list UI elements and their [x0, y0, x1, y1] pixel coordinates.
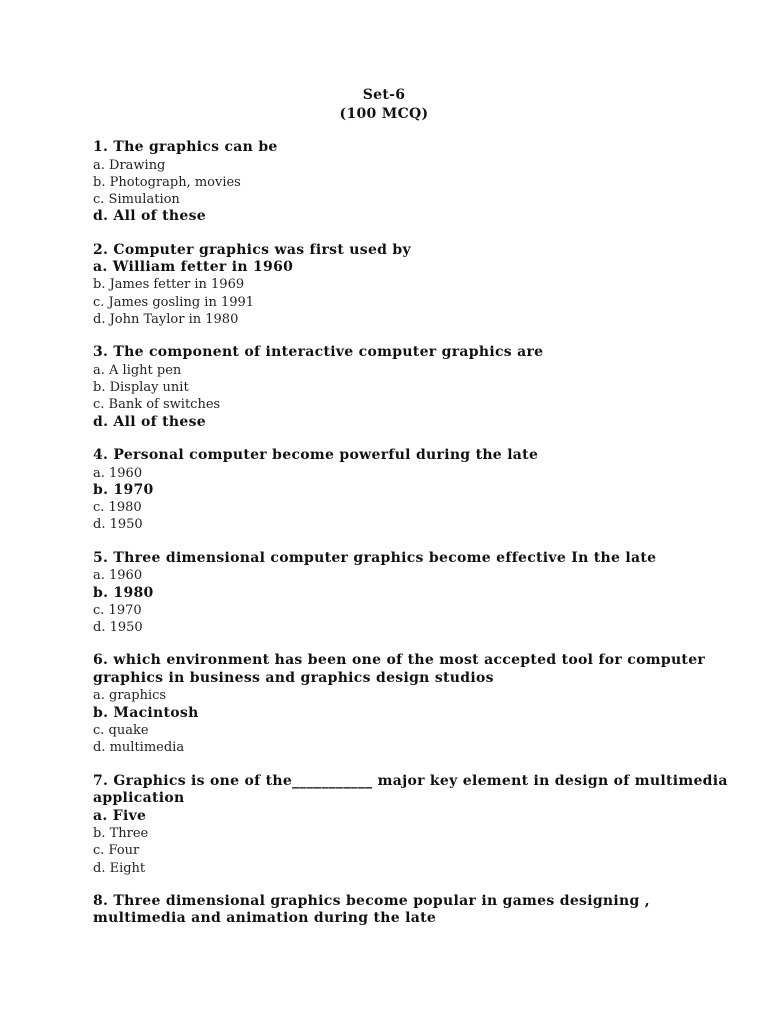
question-text: 8. Three dimensional graphics become popular in games designing , multimedia and animation during the late [93, 892, 650, 927]
option-d-answer: d. All of these [93, 208, 206, 225]
option-a-answer: a. Five [93, 807, 147, 824]
question-text: 2. Computer graphics was first used by [93, 241, 411, 258]
set-title: Set-6 [362, 87, 406, 103]
question-text: 4. Personal computer become powerful during the late [93, 447, 539, 464]
question-text: 5. Three dimensional computer graphics become effective In the late [93, 549, 657, 566]
option-c: c. 1970 [93, 602, 142, 618]
option-a: a. Drawing [93, 157, 166, 173]
question-text: 7. Graphics is one of the___________ major key element in design of multimedia application [93, 772, 728, 807]
question-6 [93, 652, 733, 756]
question-text: 3. The component of interactive computer graphics are [93, 344, 544, 361]
set-subtitle: (100 MCQ) [339, 106, 429, 122]
option-a: a. 1960 [93, 568, 143, 584]
option-a-answer: a. William fetter in 1960 [93, 259, 294, 276]
question-4 [93, 447, 733, 534]
option-b: b. Display unit [93, 380, 189, 396]
question-5 [93, 550, 733, 637]
option-d: d. 1950 [93, 517, 143, 533]
option-c: c. quake [93, 723, 149, 739]
question-text: 6. which environment has been one of the most accepted tool for computer graphics in business and graphics design studios [93, 652, 706, 686]
question-3 [93, 344, 733, 431]
option-c: c. Four [93, 843, 140, 859]
option-d: d. Eight [93, 860, 146, 876]
option-a: a. graphics [93, 688, 167, 704]
option-a: a. A light pen [93, 362, 182, 378]
option-d-answer: d. All of these [93, 413, 206, 430]
option-b-answer: b. Macintosh [93, 704, 199, 721]
option-c: c. James gosling in 1991 [93, 294, 255, 310]
option-b: b. Photograph, movies [93, 174, 241, 190]
option-c: c. 1980 [93, 500, 142, 516]
document-header [0, 86, 768, 124]
question-8 [93, 893, 733, 928]
option-b: b. James fetter in 1969 [93, 277, 245, 293]
option-b-answer: b. 1970 [93, 481, 154, 498]
question-7 [93, 773, 733, 877]
option-d: d. 1950 [93, 620, 143, 636]
option-b-answer: b. 1980 [93, 584, 154, 601]
question-text: 1. The graphics can be [93, 139, 278, 155]
question-list [93, 139, 733, 944]
question-1 [93, 139, 733, 226]
option-d: d. multimedia [93, 740, 185, 756]
question-2 [93, 242, 733, 329]
option-d: d. John Taylor in 1980 [93, 312, 239, 328]
option-b: b. Three [93, 825, 149, 841]
option-c: c. Simulation [93, 192, 180, 208]
option-c: c. Bank of switches [93, 397, 221, 413]
option-a: a. 1960 [93, 465, 143, 481]
